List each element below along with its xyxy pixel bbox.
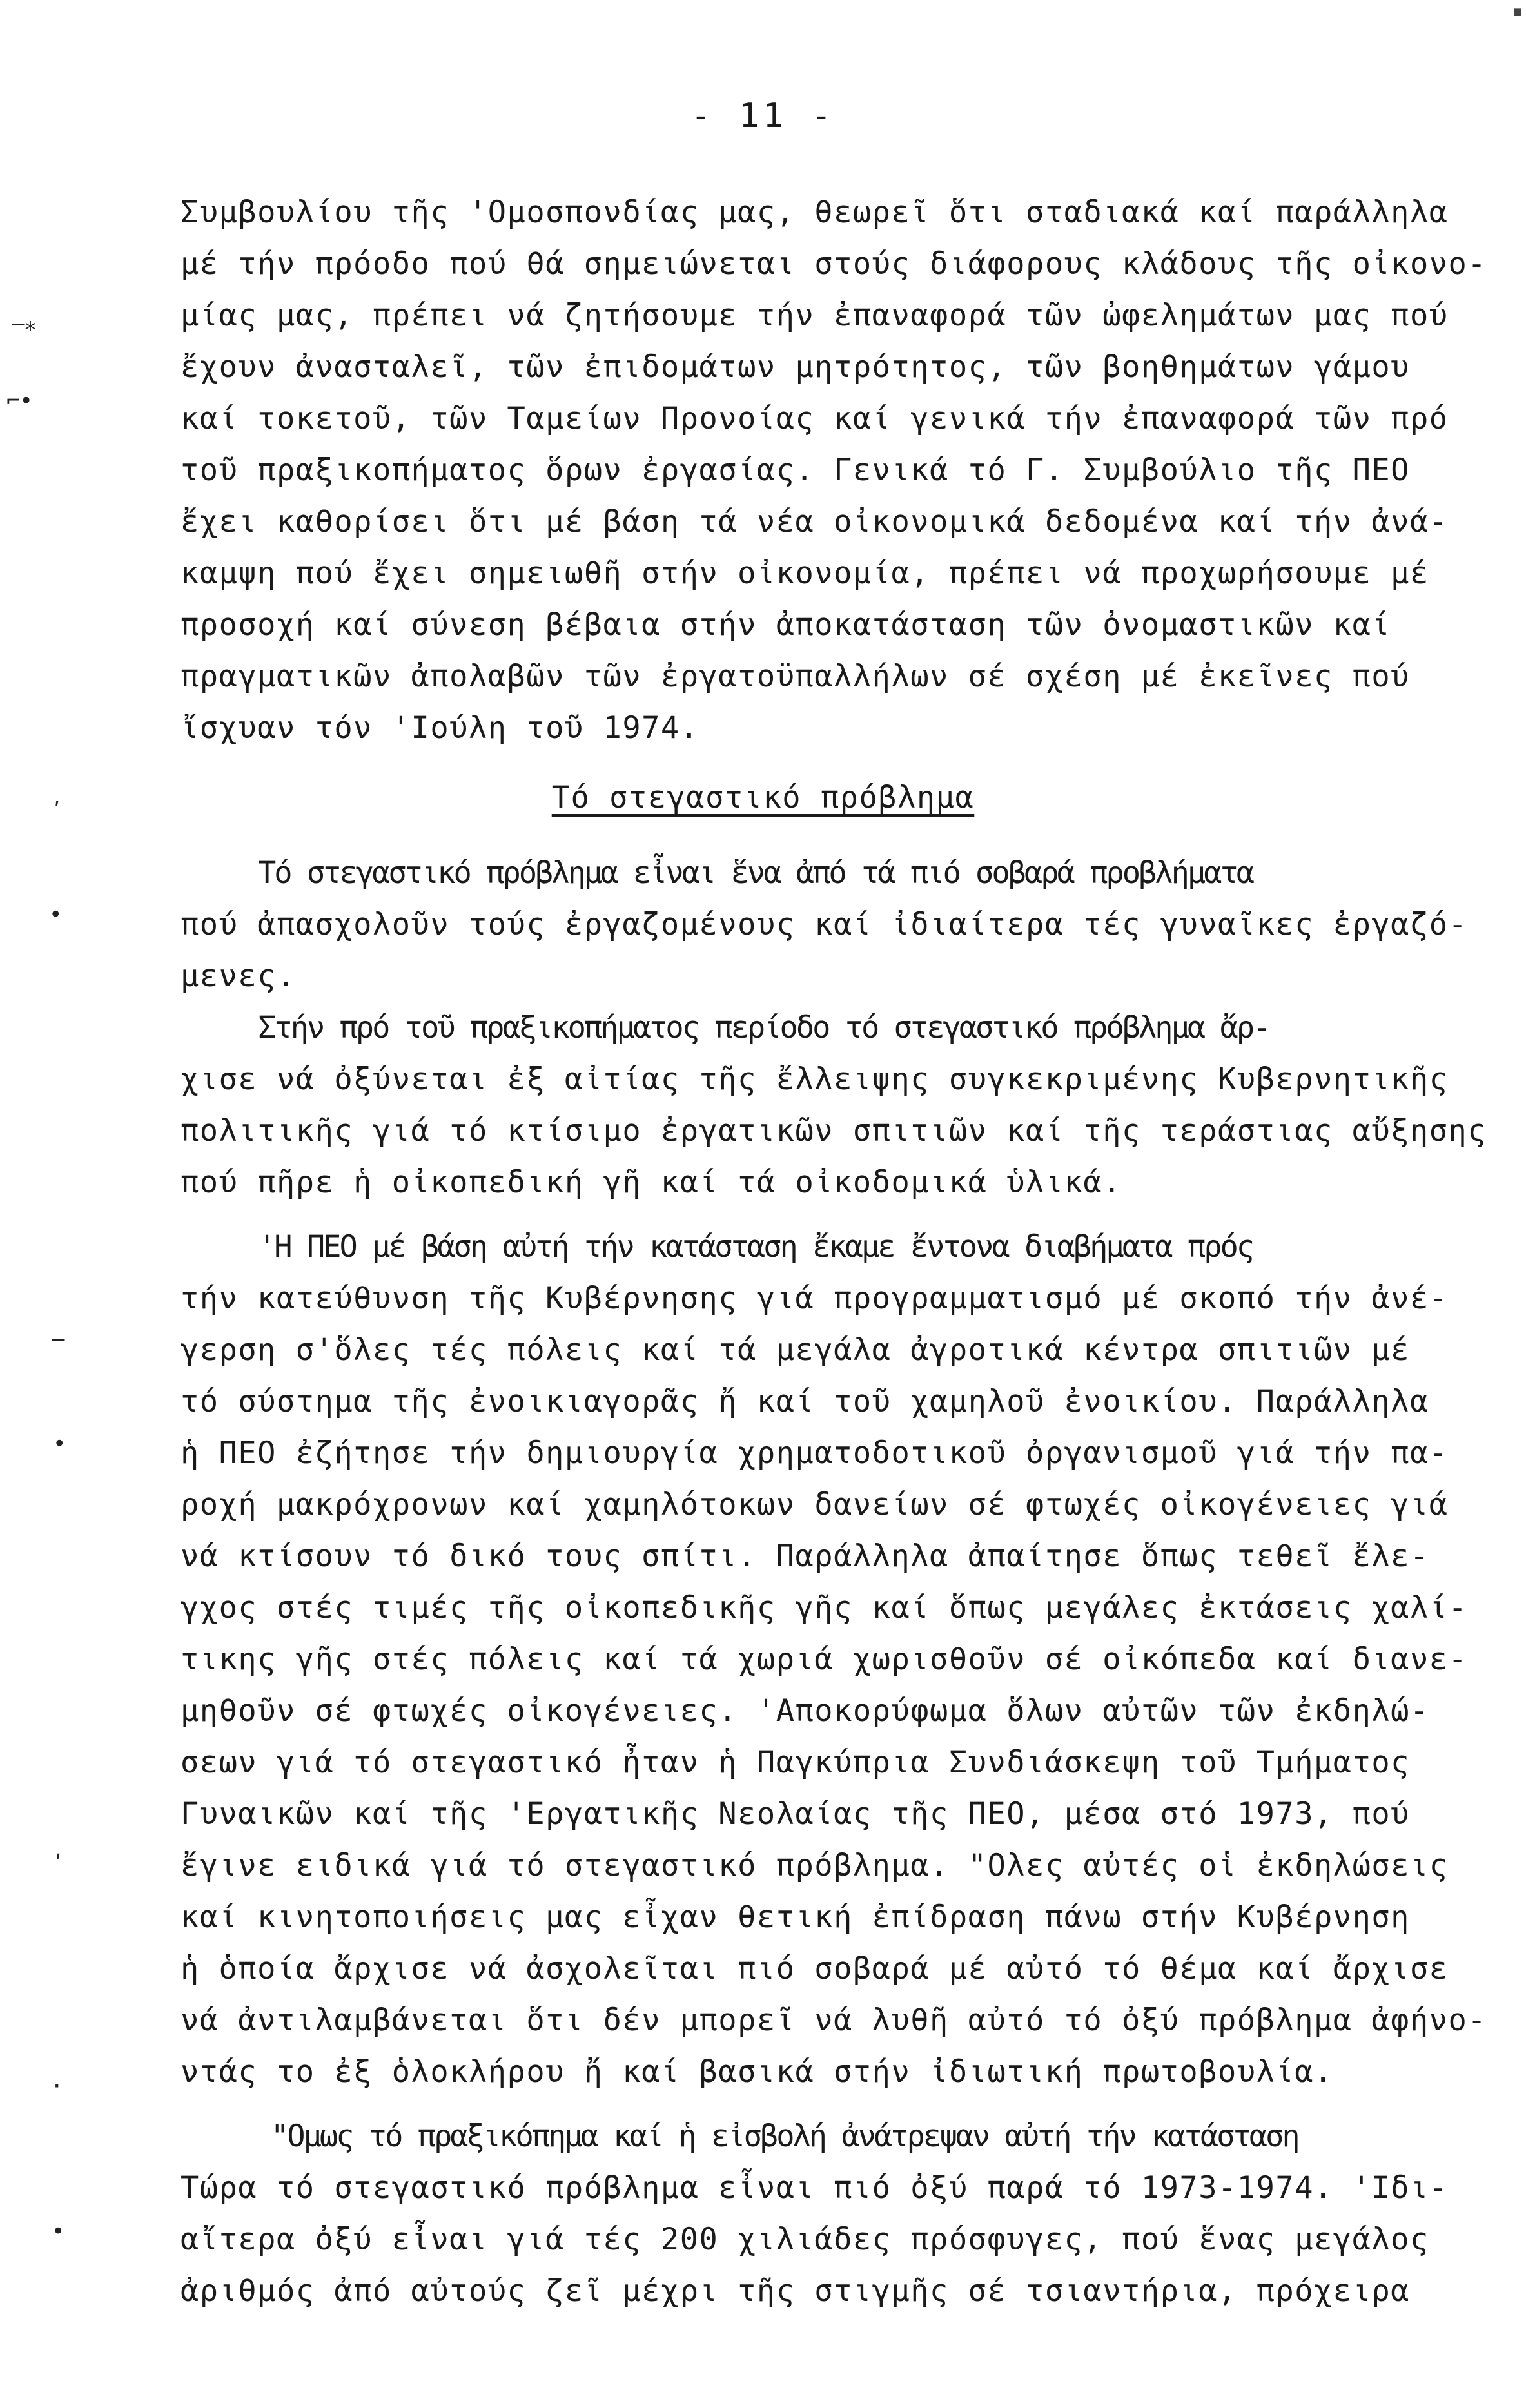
paragraph-line: χισε νά ὀξύνεται ἐξ αἰτίας τῆς ἔλλειψης συγκεκριμένης Κυβερνητικῆς: [181, 1062, 1449, 1097]
paragraph-line: καμψη πού ἔχει σημειωθῆ στήν οἰκονομία, πρέπει νά προχωρήσουμε μέ: [181, 556, 1429, 591]
paragraph-line: ντάς το ἐξ ὁλοκλήρου ἤ καί βασικά στήν ἰδιωτική πρωτοβουλία.: [181, 2054, 1333, 2090]
paragraph-line: τήν κατεύθυνση τῆς Κυβέρνησης γιά προγραμματισμό μέ σκοπό τήν ἀνέ-: [181, 1281, 1449, 1316]
paragraph-line: τό σύστημα τῆς ἐνοικιαγορᾶς ἤ καί τοῦ χαμηλοῦ ἐνοικίου. Παράλληλα: [181, 1384, 1429, 1419]
paragraph-line: ἡ ὁποία ἄρχισε νά ἀσχολεῖται πιό σοβαρά μέ αὐτό τό θέμα καί ἄρχισε: [181, 1951, 1449, 1986]
margin-hook-icon: ⌐•: [6, 388, 33, 414]
paragraph-line: ἔχει καθορίσει ὅτι μέ βάση τά νέα οἰκονομικά δεδομένα καί τήν ἀνά-: [181, 504, 1449, 539]
paragraph-line: πού ἀπασχολοῦν τούς ἐργαζομένους καί ἰδιαίτερα τές γυναῖκες ἐργαζό-: [181, 907, 1468, 942]
paragraph-line: ἀριθμός ἀπό αὐτούς ζεῖ μέχρι τῆς στιγμῆς σέ τσιαντήρια, πρόχειρα: [181, 2273, 1410, 2309]
paragraph-line: τικης γῆς στές πόλεις καί τά χωριά χωρισθοῦν σέ οἰκόπεδα καί διανε-: [181, 1642, 1468, 1677]
paragraph-line: μίας μας, πρέπει νά ζητήσουμε τήν ἐπαναφορά τῶν ὠφελημάτων μας πού: [181, 298, 1449, 333]
paragraph-line: γερση σ'ὅλες τές πόλεις καί τά μεγάλα ἀγροτικά κέντρα σπιτιῶν μέ: [181, 1332, 1410, 1368]
paragraph-line: 'Η ΠΕΟ μέ βάση αὐτή τήν κατάσταση ἔκαμε ἔντονα διαβήματα πρός: [258, 1229, 1253, 1265]
margin-dot-icon: •: [53, 1431, 66, 1457]
paragraph-line: σεων γιά τό στεγαστικό ἦταν ἡ Παγκύπρια Συνδιάσκεψη τοῦ Τμήματος: [181, 1745, 1410, 1780]
paragraph-line: ἴσχυαν τόν 'Ιούλη τοῦ 1974.: [181, 710, 699, 746]
margin-tick-icon: ʹ: [52, 1851, 65, 1877]
margin-dot-icon: –: [52, 1326, 65, 1352]
corner-mark-icon: ▪: [1511, 0, 1523, 23]
paragraph-line: καί τοκετοῦ, τῶν Ταμείων Προνοίας καί γενικά τήν ἐπαναφορά τῶν πρό: [181, 401, 1449, 436]
paragraph-line: τοῦ πραξικοπήματος ὅρων ἐργασίας. Γενικά τό Γ. Συμβούλιο τῆς ΠΕΟ: [181, 452, 1410, 488]
paragraph-line: Τώρα τό στεγαστικό πρόβλημα εἶναι πιό ὀξύ παρά τό 1973-1974. 'Ιδι-: [181, 2170, 1449, 2206]
paragraph-line: αἴτερα ὀξύ εἶναι γιά τές 200 χιλιάδες πρόσφυγες, πού ἕνας μεγάλος: [181, 2222, 1429, 2257]
margin-dot-icon: •: [52, 2219, 65, 2244]
paragraph-line: μενες.: [181, 958, 296, 994]
page-number: - 11 -: [690, 97, 836, 135]
margin-arrow-icon: –⁎: [12, 311, 36, 336]
paragraph-line: Τό στεγαστικό πρόβλημα εἶναι ἕνα ἀπό τά πιό σοβαρά προβλήματα: [258, 855, 1253, 891]
paragraph-line: "Ομως τό πραξικόπημα καί ἡ εἰσβολή ἀνάτρεψαν αὐτή τήν κατάσταση: [271, 2119, 1298, 2154]
margin-tick-icon: ʹ: [50, 799, 64, 824]
section-heading: Τό στεγαστικό πρόβλημα: [551, 780, 975, 815]
paragraph-line: νά ἀντιλαμβάνεται ὅτι δέν μπορεῖ νά λυθῆ αὐτό τό ὀξύ πρόβλημα ἀφήνο-: [181, 2003, 1487, 2038]
paragraph-line: Γυναικῶν καί τῆς 'Εργατικῆς Νεολαίας τῆς ΠΕΟ, μέσα στό 1973, πού: [181, 1796, 1410, 1832]
paragraph-line: καί κινητοποιήσεις μας εἶχαν θετική ἐπίδραση πάνω στήν Κυβέρνηση: [181, 1899, 1410, 1935]
paragraph-line: Συμβουλίου τῆς 'Ομοσπονδίας μας, θεωρεῖ ὅτι σταδιακά καί παράλληλα: [181, 195, 1449, 230]
paragraph-line: ἔγινε ειδικά γιά τό στεγαστικό πρόβλημα. "Ολες αὐτές οἱ ἐκδηλώσεις: [181, 1848, 1449, 1883]
paragraph-line: πού πῆρε ἡ οἰκοπεδική γῆ καί τά οἰκοδομικά ὑλικά.: [181, 1165, 1122, 1200]
paragraph-line: πολιτικῆς γιά τό κτίσιμο ἐργατικῶν σπιτιῶν καί τῆς τεράστιας αὔξησης: [181, 1113, 1487, 1149]
paragraph-line: ροχή μακρόχρονων καί χαμηλότοκων δανείων σέ φτωχές οἰκογένειες γιά: [181, 1487, 1449, 1522]
paragraph-line: νά κτίσουν τό δικό τους σπίτι. Παράλληλα ἀπαίτησε ὅπως τεθεῖ ἔλε-: [181, 1539, 1429, 1574]
paragraph-line: Στήν πρό τοῦ πραξικοπήματος περίοδο τό στεγαστικό πρόβλημα ἄρ-: [258, 1010, 1269, 1045]
paragraph-line: γχος στές τιμές τῆς οἰκοπεδικῆς γῆς καί ὅπως μεγάλες ἐκτάσεις χαλί-: [181, 1590, 1468, 1626]
paragraph-line: ἡ ΠΕΟ ἐζήτησε τήν δημιουργία χρηματοδοτικοῦ ὀργανισμοῦ γιά τήν πα-: [181, 1435, 1449, 1471]
margin-dot-icon: ·: [50, 2073, 64, 2099]
paragraph-line: μηθοῦν σέ φτωχές οἰκογένειες. 'Αποκορύφωμα ὅλων αὐτῶν τῶν ἐκδηλώ-: [181, 1693, 1429, 1729]
margin-dot-icon: •: [49, 902, 63, 927]
paragraph-line: ἔχουν ἀνασταλεῖ, τῶν ἐπιδομάτων μητρότητος, τῶν βοηθημάτων γάμου: [181, 349, 1410, 385]
paragraph-line: πραγματικῶν ἀπολαβῶν τῶν ἐργατοϋπαλλήλων σέ σχέση μέ ἐκεῖνες πού: [181, 659, 1410, 694]
paragraph-line: προσοχή καί σύνεση βέβαια στήν ἀποκατάσταση τῶν ὀνομαστικῶν καί: [181, 607, 1391, 643]
paragraph-line: μέ τήν πρόοδο πού θά σημειώνεται στούς διάφορους κλάδους τῆς οἰκονο-: [181, 246, 1487, 282]
